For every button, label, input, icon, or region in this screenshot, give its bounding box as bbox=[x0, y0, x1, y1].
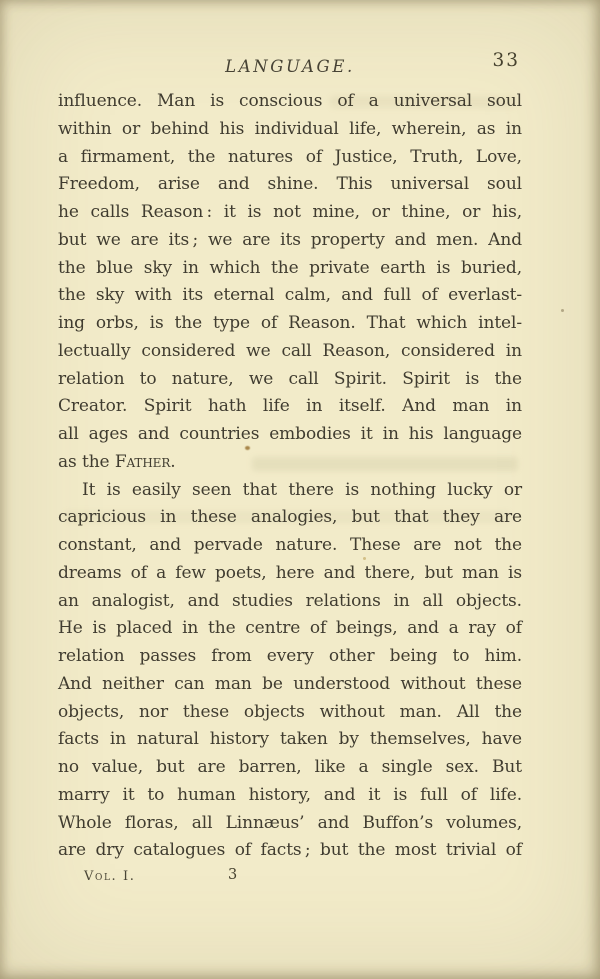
text-line: but we are its ; we are its property and men. And bbox=[58, 229, 522, 250]
text-line: Freedom, arise and shine. This universal soul bbox=[58, 174, 522, 195]
footer-volume-label: Vol. I. bbox=[84, 869, 136, 884]
small-caps-word: Father. bbox=[114, 451, 176, 472]
text-line: a firmament, the natures of Justice, Truth, Love, bbox=[58, 146, 522, 167]
text-line: capricious in these analogies, but that they are bbox=[58, 507, 522, 528]
text-line: are dry catalogues of facts ; but the most trivial of bbox=[58, 840, 522, 861]
text-line: lectually considered we call Reason, considered in bbox=[58, 340, 522, 361]
text-line: no value, but are barren, like a single sex. But bbox=[58, 757, 522, 777]
text-line: facts in natural history taken by themselves, have bbox=[58, 729, 522, 750]
text-line: objects, nor these objects without man. All the bbox=[58, 701, 522, 722]
text-line: Whole floras, all Linnæus’ and Buffon’s volumes, bbox=[58, 812, 522, 833]
text-line: And neither can man be understood without these bbox=[58, 673, 522, 694]
text-line: relation to nature, we call Spirit. Spirit is the bbox=[58, 368, 522, 389]
text-line: ing orbs, is the type of Reason. That which intel- bbox=[58, 313, 522, 333]
page-number: 33 bbox=[492, 50, 520, 71]
text-fragment: as the bbox=[58, 451, 115, 472]
text-line: an analogist, and studies relations in all objects. bbox=[58, 590, 522, 611]
paragraph bbox=[58, 477, 522, 866]
body-text bbox=[58, 88, 522, 865]
text-line: It is easily seen that there is nothing lucky or bbox=[82, 479, 522, 500]
text-line: all ages and countries embodies it in his language bbox=[58, 424, 522, 444]
text-line: he calls Reason : it is not mine, or thine, or his, bbox=[58, 202, 522, 222]
text-line: the sky with its eternal calm, and full of everlast- bbox=[58, 285, 522, 306]
text-line: constant, and pervade nature. These are not the bbox=[58, 535, 522, 555]
running-title: LANGUAGE. bbox=[225, 57, 355, 76]
text-line: marry it to human history, and it is full of life. bbox=[58, 784, 522, 805]
paragraph bbox=[58, 88, 522, 477]
text-line: He is placed in the centre of beings, and a ray of bbox=[58, 618, 522, 639]
text-line: influence. Man is conscious of a universal soul bbox=[58, 91, 522, 111]
footer-signature-mark: 3 bbox=[228, 867, 238, 883]
foxing-spot bbox=[561, 309, 564, 312]
text-line: the blue sky in which the private earth is buried, bbox=[58, 257, 522, 278]
text-line: within or behind his individual life, wherein, as in bbox=[58, 118, 522, 139]
text-line: dreams of a few poets, here and there, but man is bbox=[58, 562, 522, 583]
text-line bbox=[58, 449, 522, 477]
text-line: Creator. Spirit hath life in itself. And man in bbox=[58, 396, 522, 417]
text-line: relation passes from every other being to him. bbox=[58, 646, 522, 666]
